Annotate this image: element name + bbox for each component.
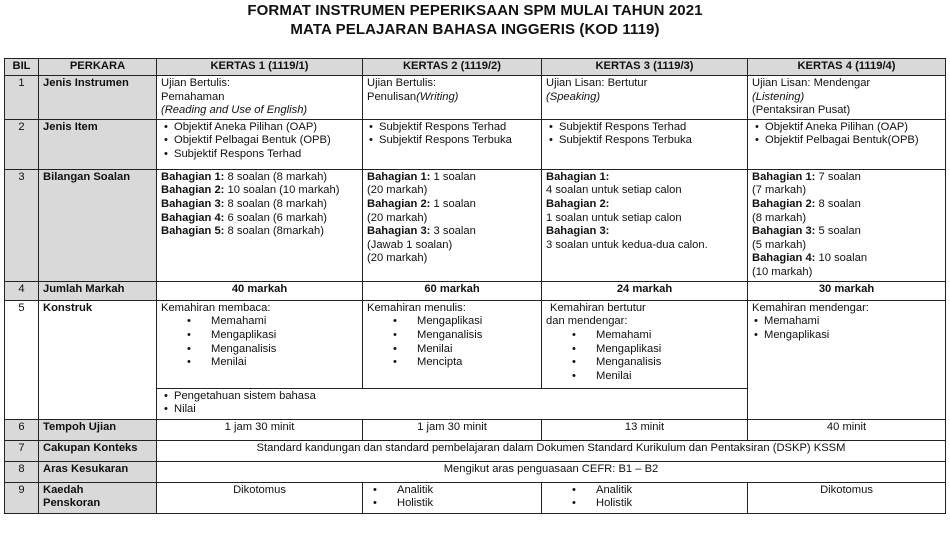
cell-k1 [157,76,363,120]
cell-k4 [748,169,946,281]
list-item: • Subjektif Respons Terhad [161,148,358,162]
section-line: Bahagian 5: 8 soalan (8markah) [161,225,324,238]
cell-k3 [542,119,748,169]
list-item: • Memahami [161,315,358,329]
list-item: • Subjektif Respons Terhad [546,121,743,135]
cell-k2: 1 jam 30 minit [363,419,542,440]
cell-text: Ujian Lisan: Mendengar [752,77,871,89]
cell-text: (Pentaksiran Pusat) [752,104,851,117]
list-item: • Mengaplikasi [752,329,941,343]
cell-k1: Dikotomus [157,482,363,513]
list-item: • Holistik [546,497,743,511]
cell-text-part: (Writing) [416,90,459,103]
list-item: • Objektif Aneka Pilihan (OAP) [752,121,941,135]
list-item: • Menganalisis [161,343,358,357]
list-item: • Menganalisis [546,356,743,370]
row-number: 8 [5,461,39,482]
cell-title: Kemahiran membaca: [161,301,271,314]
cell-k1 [157,119,363,169]
cell-text: (Listening) [752,90,805,103]
header-kertas-2: KERTAS 2 (1119/2) [363,59,542,76]
section-line: (20 markah) [367,211,428,224]
cell-text: Ujian Bertulis: [367,77,437,89]
row-label: Jenis Instrumen [39,76,157,120]
row-number: 6 [5,419,39,440]
list-item: • Menganalisis [367,329,537,343]
cell-title: dan mendengar: [546,315,628,328]
cell-k3: 13 minit [542,419,748,440]
row-label: Jumlah Markah [39,281,157,300]
cell-all-papers: Standard kandungan dan standard pembelajaran dalam Dokumen Standard Kurikulum dan Pentaksiran (DSKP) KSSM [157,440,946,461]
cell-k1 [157,300,363,388]
table-row [5,482,946,513]
section-line: (10 markah) [752,265,813,278]
section-line: Bahagian 2: 8 soalan [752,197,861,210]
table-row [5,419,946,440]
cell-k2 [363,482,542,513]
section-line: Bahagian 2: [546,197,610,210]
table-row [5,119,946,169]
header-bil: BIL [5,59,39,76]
list-item: • Subjektif Respons Terhad [367,121,537,135]
row-number: 1 [5,76,39,120]
cell-title: Kemahiran mendengar: [752,301,869,314]
section-line: Bahagian 2: 1 soalan [367,197,476,210]
row-number: 5 [5,300,39,419]
row-label-line: Kaedah [43,483,84,496]
cell-k3 [542,169,748,281]
cell-k4: Dikotomus [748,482,946,513]
list-item: • Analitik [347,484,537,498]
cell-k1: 1 jam 30 minit [157,419,363,440]
row-label: Aras Kesukaran [39,461,157,482]
cell-text-part: Penulisan [367,90,417,103]
cell-k4: 30 markah [748,281,946,300]
list-item: • Subjektif Respons Terbuka [546,134,743,148]
list-item: • Mengaplikasi [161,329,358,343]
list-item: • Analitik [546,484,743,498]
cell-text [367,91,537,105]
section-line: (5 markah) [752,238,807,251]
section-line: Bahagian 1: 8 soalan (8 markah) [161,170,328,183]
row-label-line: Penskoran [43,497,101,510]
cell-k4 [748,76,946,120]
row-label: Cakupan Konteks [39,440,157,461]
list-item: • Objektif Pelbagai Bentuk(OPB) [752,134,941,148]
cell-k1 [157,169,363,281]
cell-k3 [542,76,748,120]
cell-k2 [363,76,542,120]
row-number: 9 [5,482,39,513]
list-item: • Mengaplikasi [367,315,537,329]
title-line-2: MATA PELAJARAN BAHASA INGGERIS (KOD 1119) [290,21,660,38]
list-item: • Menilai [367,343,537,357]
section-line: Bahagian 1: [546,170,610,183]
section-line: Bahagian 2: 10 soalan (10 markah) [161,184,340,197]
list-item: • Menilai [546,370,743,384]
section-line: 1 soalan untuk setiap calon [546,211,682,224]
row-number: 2 [5,119,39,169]
section-line: (7 markah) [752,184,807,197]
section-line: Bahagian 1: 7 soalan [752,170,861,183]
table-row [5,440,946,461]
list-item: • Nilai [161,403,743,417]
cell-k4 [748,300,946,419]
cell-k2 [363,169,542,281]
section-line: Bahagian 4: 10 soalan [752,252,868,265]
list-item: • Subjektif Respons Terbuka [367,134,537,148]
header-kertas-3: KERTAS 3 (1119/3) [542,59,748,76]
cell-k3: 24 markah [542,281,748,300]
header-perkara: PERKARA [39,59,157,76]
table-row [5,169,946,281]
row-number: 4 [5,281,39,300]
list-item: • Objektif Pelbagai Bentuk (OPB) [161,134,358,148]
cell-text: (Speaking) [546,90,601,103]
section-line: (8 markah) [752,211,807,224]
cell-k4: 40 minit [748,419,946,440]
section-line: Bahagian 3: 5 soalan [752,225,861,238]
format-table [4,58,946,514]
header-kertas-4: KERTAS 4 (1119/4) [748,59,946,76]
section-line: Bahagian 3: 8 soalan (8 markah) [161,197,328,210]
cell-text: Pemahaman [161,90,225,103]
row-label: Tempoh Ujian [39,419,157,440]
cell-k2 [363,119,542,169]
cell-all-papers: Mengikut aras penguasaan CEFR: B1 – B2 [157,461,946,482]
cell-text: Ujian Bertulis: [161,77,231,89]
list-item: • Menilai [161,356,358,370]
section-line: Bahagian 4: 6 soalan (6 markah) [161,211,328,224]
section-line: (Jawab 1 soalan) [367,238,453,251]
cell-k2: 60 markah [363,281,542,300]
section-line: (20 markah) [367,252,428,265]
section-line: Bahagian 3: 3 soalan [367,225,476,238]
row-label: Bilangan Soalan [39,169,157,281]
row-number: 7 [5,440,39,461]
cell-k2 [363,300,542,388]
row-label: Jenis Item [39,119,157,169]
cell-k3 [542,300,748,388]
list-item: • Objektif Aneka Pilihan (OAP) [161,121,358,135]
list-item: • Mengaplikasi [546,343,743,357]
cell-text: Ujian Lisan: Bertutur [546,77,648,89]
cell-text: (Reading and Use of English) [161,104,308,117]
section-line: Bahagian 3: [546,225,610,238]
cell-title: Kemahiran bertutur [550,301,646,314]
row-number: 3 [5,169,39,281]
table-row [5,300,946,388]
list-item: • Holistik [347,497,537,511]
section-line: 3 soalan untuk kedua-dua calon. [546,238,708,251]
cell-k4 [748,119,946,169]
cell-shared-construct [157,388,748,419]
table-row [5,76,946,120]
row-label [39,482,157,513]
cell-k3 [542,482,748,513]
cell-k1: 40 markah [157,281,363,300]
header-kertas-1: KERTAS 1 (1119/1) [157,59,363,76]
header-row [5,59,946,76]
table-row [5,461,946,482]
list-item: • Mencipta [367,356,537,370]
table-row [5,281,946,300]
title-line-1: FORMAT INSTRUMEN PEPERIKSAAN SPM MULAI TAHUN 2021 [247,2,703,19]
list-item: • Memahami [752,315,941,329]
document-title [0,0,950,39]
section-line: 4 soalan untuk setiap calon [546,184,682,197]
section-line: (20 markah) [367,184,428,197]
section-line: Bahagian 1: 1 soalan [367,170,476,183]
list-item: • Memahami [546,329,743,343]
list-item: • Pengetahuan sistem bahasa [161,390,743,404]
row-label: Konstruk [39,300,157,419]
cell-title: Kemahiran menulis: [367,301,466,314]
